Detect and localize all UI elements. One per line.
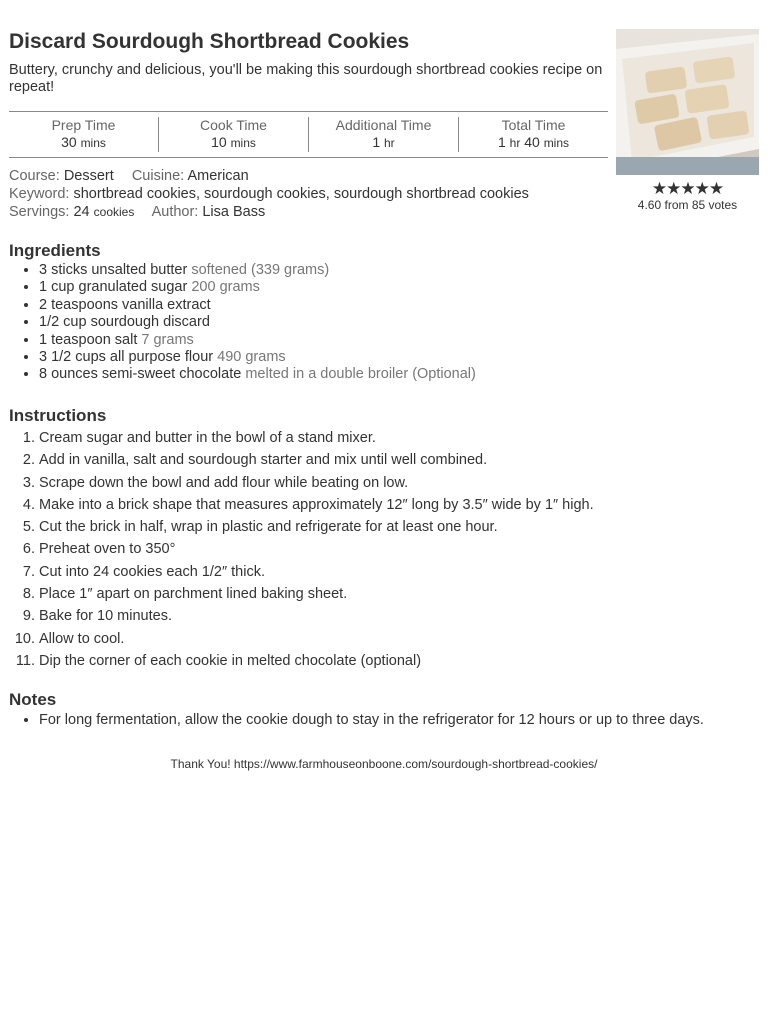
ingredient-item [39, 366, 476, 383]
time-amount: 40 [524, 134, 540, 150]
author-value: Lisa Bass [202, 204, 266, 220]
ingredient-note: 7 grams [141, 331, 194, 348]
time-amount: 1 [497, 134, 506, 150]
keyword-row [9, 185, 529, 203]
prep-time [9, 117, 158, 152]
instruction-step: 10. Allow to cool. [39, 628, 594, 650]
keyword-value: shortbread cookies, sourdough cookies, sourdough shortbread cookies [73, 186, 529, 202]
ingredient-text: 1/2 cup sourdough discard [39, 314, 210, 331]
ingredient-text: 2 teaspoons vanilla extract [39, 296, 211, 313]
time-value [309, 133, 458, 152]
time-unit: mins [543, 136, 570, 150]
instruction-step: 11. Dip the corner of each cookie in melted chocolate (optional) [39, 650, 594, 672]
ingredient-text: 1 cup granulated sugar [39, 279, 188, 296]
time-unit: mins [80, 136, 106, 150]
time-value [459, 133, 608, 152]
cookie-photo-illustration [616, 29, 759, 175]
ingredient-note: 200 grams [191, 279, 260, 296]
footer-thank-you[interactable]: Thank You! https://www.farmhouseonboone.com/sourdough-shortbread-cookies/ [170, 757, 598, 771]
course-value: Dessert [63, 168, 114, 184]
ingredient-text: 1 teaspoon salt [39, 331, 138, 348]
recipe-meta [9, 167, 529, 221]
instruction-step: 6. Preheat oven to 350° [39, 538, 594, 560]
author-label: Author: [151, 204, 199, 220]
instruction-step: 5. Cut the brick in half, wrap in plastic and refrigerate for at least one hour. [39, 516, 594, 538]
note-item: • For long fermentation, allow the cookie dough to stay in the refrigerator for 12 hours or up to three days. [39, 711, 704, 729]
keyword-label: Keyword: [9, 186, 70, 202]
time-label: Additional Time [335, 117, 432, 133]
course-cuisine-row [9, 167, 529, 185]
ingredient-item [39, 297, 476, 314]
instruction-step: 9. Bake for 10 minutes. [39, 605, 594, 627]
ingredient-text: 3 1/2 cups all purpose flour [39, 349, 214, 366]
rating-stars-icon[interactable]: ★★★★★ [651, 179, 724, 198]
recipe-summary: Buttery, crunchy and delicious, you'll be making this sourdough shortbread cookies recipe on repeat! [9, 62, 603, 95]
servings-label: Servings: [9, 204, 70, 220]
ingredient-item [39, 332, 476, 349]
recipe-photo [616, 29, 759, 175]
ingredients-list [9, 262, 476, 384]
servings-value: 24 [73, 204, 90, 220]
additional-time [308, 117, 458, 152]
total-time [458, 117, 608, 152]
recipe-title: Discard Sourdough Shortbread Cookies [9, 30, 410, 53]
time-unit: hr [384, 136, 395, 150]
time-label: Prep Time [51, 117, 116, 133]
recipe-rating[interactable] [616, 180, 759, 212]
ingredient-item [39, 279, 476, 296]
rating-votes: 4.60 from 85 votes [637, 198, 738, 212]
notes-heading: Notes [9, 690, 57, 709]
recipe-times [9, 111, 608, 158]
time-unit: hr [509, 136, 521, 150]
ingredient-item [39, 262, 476, 279]
ingredient-item [39, 349, 476, 366]
ingredient-item [39, 314, 476, 331]
ingredient-note: melted in a double broiler (Optional) [245, 366, 476, 383]
ingredient-text: 8 ounces semi-sweet chocolate [39, 366, 242, 383]
ingredient-text: 3 sticks unsalted butter [39, 262, 188, 278]
servings-unit: cookies [93, 205, 135, 219]
time-value [9, 133, 158, 152]
time-label: Cook Time [200, 117, 267, 133]
cuisine-label: Cuisine: [131, 168, 185, 184]
instruction-step: 4. Make into a brick shape that measures approximately 12″ long by 3.5″ wide by 1″ high. [39, 494, 594, 516]
servings-author-row [9, 203, 529, 221]
instruction-step: 3. Scrape down the bowl and add flour while beating on low. [39, 472, 594, 494]
instruction-step: 8. Place 1″ apart on parchment lined baking sheet. [39, 583, 594, 605]
instruction-step: 1. Cream sugar and butter in the bowl of a stand mixer. [39, 427, 594, 449]
time-unit: mins [230, 136, 256, 150]
time-value [159, 133, 308, 152]
cuisine-value: American [187, 168, 249, 184]
time-amount: 30 [61, 134, 77, 150]
instruction-step: 7. Cut into 24 cookies each 1/2″ thick. [39, 561, 594, 583]
time-amount: 10 [211, 134, 227, 150]
ingredients-heading: Ingredients [9, 241, 101, 260]
instructions-heading: Instructions [9, 406, 107, 425]
time-amount: 1 [372, 134, 381, 150]
instructions-list [9, 427, 594, 672]
notes-list [9, 711, 704, 729]
instruction-step: 2. Add in vanilla, salt and sourdough starter and mix until well combined. [39, 449, 594, 471]
ingredient-note: softened (339 grams) [191, 262, 330, 278]
time-label: Total Time [501, 117, 566, 133]
course-label: Course: [9, 168, 60, 184]
cook-time [158, 117, 308, 152]
ingredient-note: 490 grams [217, 349, 286, 366]
